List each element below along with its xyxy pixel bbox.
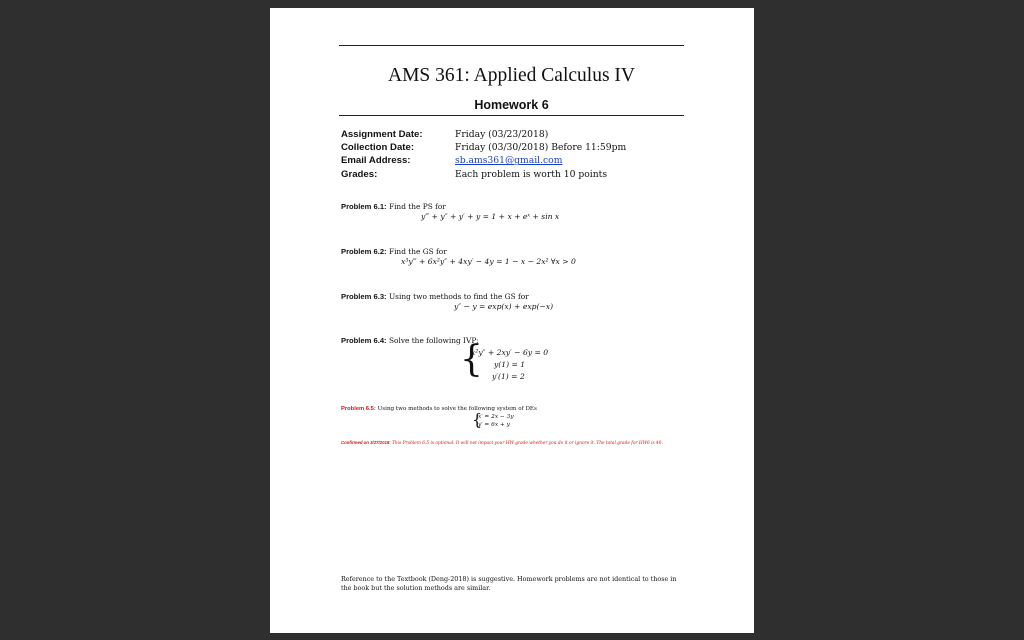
problem-label: Problem 6.2: — [341, 247, 387, 256]
info-row-collection-date — [341, 141, 626, 154]
problem-text: Using two methods to solve the following system of DEs — [377, 406, 537, 412]
note-label: Confirmed on 3/27/2018: — [341, 440, 391, 445]
page-title: AMS 361: Applied Calculus IV — [388, 65, 635, 86]
assignment-info — [341, 128, 626, 181]
note-text: This Problem 6.5 is optional. It will not impact your HW grade whether you do it or ignore it. The total grade for HW6 is 40. — [392, 441, 663, 446]
email-link[interactable]: sb.ams361@gmail.com — [455, 155, 563, 167]
info-label: Grades: — [341, 168, 378, 180]
equation: x′ = 2x − 3y — [478, 414, 514, 420]
left-brace: { — [460, 339, 483, 380]
info-label: Collection Date: — [341, 142, 415, 154]
optional-note — [341, 440, 686, 448]
problem-label: Problem 6.4: — [341, 336, 387, 345]
equation: y‴ + y″ + y′ + y = 1 + x + eˣ + sin x — [421, 212, 560, 221]
problem-text: Solve the following IVP: — [388, 336, 479, 345]
problem-6-4 — [341, 336, 479, 345]
problem-6-3 — [341, 292, 529, 301]
info-row-email — [341, 154, 626, 167]
problem-label: Problem 6.3: — [341, 292, 387, 301]
problem-label: Problem 6.1: — [341, 202, 387, 211]
info-value: Friday (03/30/2018) Before 11:59pm — [455, 142, 627, 154]
equation: y′ = 6x + y — [478, 422, 510, 428]
equation: x³y‴ + 6x²y″ + 4xy′ − 4y = 1 − x − 2x² ∀x > 0 — [401, 257, 576, 266]
problem-6-2 — [341, 247, 447, 256]
problem-text: Find the PS for — [388, 202, 446, 211]
info-row-grades — [341, 168, 626, 181]
info-row-assignment-date — [341, 128, 626, 141]
problem-text: Using two methods to find the GS for — [388, 292, 529, 301]
info-label: Email Address: — [341, 155, 411, 167]
equation: x²y″ + 2xy′ − 6y = 0 — [471, 348, 549, 357]
equation: y″ − y = exp(x) + exp(−x) — [454, 302, 554, 311]
document-page — [270, 8, 754, 633]
homework-heading: Homework 6 — [474, 98, 549, 112]
info-value: Each problem is worth 10 points — [455, 168, 608, 180]
problem-6-5 — [341, 406, 537, 412]
equation: y(1) = 1 — [494, 360, 526, 369]
top-rule — [339, 45, 684, 46]
reference-note: Reference to the Textbook (Deng-2018) is suggestive. Homework problems are not identical to those in the book but the solution methods are similar. — [341, 575, 677, 592]
info-value: Friday (03/23/2018) — [455, 129, 549, 140]
problem-6-1 — [341, 202, 446, 211]
equation: y′(1) = 2 — [492, 372, 525, 381]
info-label: Assignment Date: — [341, 129, 423, 140]
left-brace: { — [472, 410, 483, 429]
problem-text: Find the GS for — [388, 247, 447, 256]
problem-label: Problem 6.5: — [341, 406, 376, 412]
heading-rule — [339, 115, 684, 116]
